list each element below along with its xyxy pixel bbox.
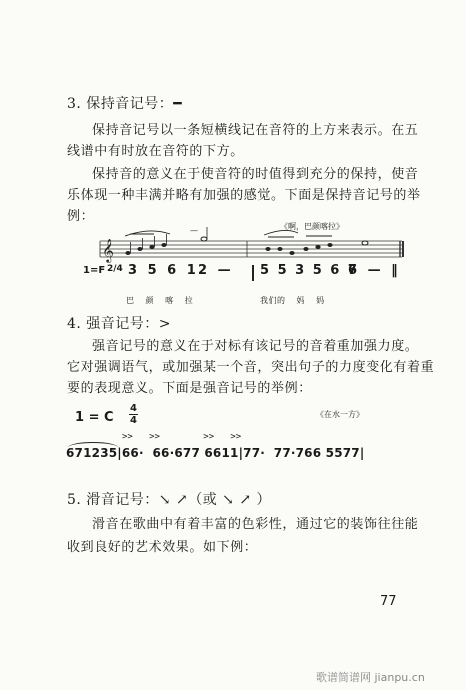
example1-measure3: 5 5 3 5 6 7 xyxy=(260,263,359,278)
section3-para1-line2: 线谱中有时放在音符的下方。 xyxy=(67,144,244,159)
section4-para1-line1: 强音记号的意义在于对标有该记号的音着重加强力度。 xyxy=(92,339,419,354)
example1-key: 1=F xyxy=(83,265,106,276)
barline xyxy=(252,265,254,281)
slur xyxy=(68,442,118,453)
page-number: 77 xyxy=(380,594,397,609)
example1-lyrics-right: 我们的 妈 妈 xyxy=(260,296,325,305)
tenuto-mark: — xyxy=(190,226,198,235)
section3-para2-line1: 保持音的意义在于使音符的时值得到充分的保持，使音 xyxy=(92,167,419,182)
section4-para1-line3: 要的表现意义。下面是强音记号的举例： xyxy=(67,381,312,396)
example2-time-top: 4 xyxy=(130,403,137,414)
example2-notes: 671235|66· 66·677 6611|77· 77·766 5577| xyxy=(66,446,365,460)
example1-score xyxy=(80,223,410,315)
section5-heading: 5. 滑音记号：↘ ↗（或 ↘ ↗ ） xyxy=(67,492,272,508)
example2-key: 1 = C xyxy=(75,410,114,425)
section3-para2-line2: 乐体现一种丰满并略有加强的感觉。下面是保持音记号的举 xyxy=(67,188,421,203)
section3-heading: 3. 保持音记号：━ xyxy=(67,96,183,112)
example1-measure4: 6 — ‖ xyxy=(348,263,401,278)
watermark: 歌谱简谱网 jianpu.cn xyxy=(316,671,425,684)
section5-para1-line1: 滑音在歌曲中有着丰富的色彩性，通过它的装饰往往能 xyxy=(92,517,419,532)
example2-time-bottom: 4 xyxy=(130,415,137,426)
example2-source: 《在水一方》 xyxy=(316,410,364,419)
example2-accents: >> >> >> >> xyxy=(122,432,242,442)
example1-time: 2/4 xyxy=(107,264,123,274)
section3-para1-line1: 保持音记号以一条短横线记在音符的上方来表示。在五 xyxy=(92,123,419,138)
example1-source: 《啊，巴颜喀拉》 xyxy=(280,222,344,231)
treble-clef-icon: 𝄞 xyxy=(102,238,114,262)
section4-para1-line2: 它对强调语气，或加强某一个音，突出句子的力度变化有着重 xyxy=(67,360,435,375)
section3-para2-line3: 例： xyxy=(67,209,95,224)
example1-measure1: 3 5 6 1 xyxy=(128,263,199,278)
section4-heading: 4. 强音记号：> xyxy=(67,316,172,332)
example2-time xyxy=(129,403,138,426)
example1-lyrics-left: 巴 颜 喀 拉 xyxy=(126,296,194,305)
section5-para1-line2: 收到良好的艺术效果。如下例： xyxy=(67,540,258,555)
example1-measure2: 2 — xyxy=(198,263,234,278)
